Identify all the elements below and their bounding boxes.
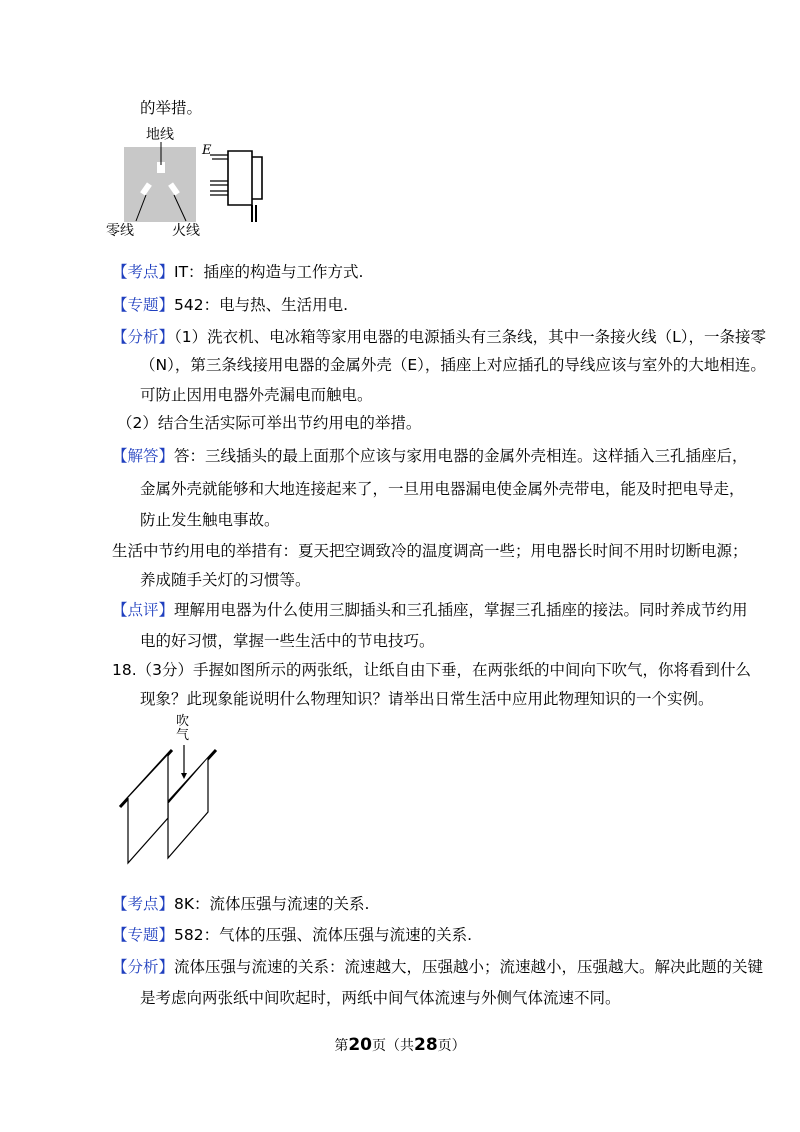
q17-fenxi-line2: （N），第三条线接用电器的金属外壳（E），插座上对应插孔的导线应该与室外的大地相连。: [140, 356, 766, 374]
figure-label-2: 气: [176, 728, 190, 743]
q18-question-line1: 18.（3分）手握如图所示的两张纸，让纸自由下垂，在两张纸的中间向下吹气，你将看到什么: [112, 661, 752, 679]
kaodian-text-q18: 8K：流体压强与流速的关系.: [174, 895, 370, 913]
q18-kaodian: [112, 894, 369, 914]
q17-fenxi-line3: 可防止因用电器外壳漏电而触电。: [140, 386, 373, 404]
socket-figure: [106, 125, 276, 240]
q18-fenxi-line1: [112, 957, 763, 977]
zhuanti-text-q18: 582：气体的压强、流体压强与流速的关系.: [174, 926, 473, 944]
figure-label-1: 吹: [176, 714, 190, 729]
fenxi-tag: 【分析】: [112, 328, 175, 346]
zhuanti-tag-q18: 【专题】: [112, 926, 175, 944]
zhuanti-text: 542：电与热、生活用电.: [174, 296, 349, 314]
paper-figure: [112, 715, 232, 870]
fenxi-line1: （1）洗衣机、电冰箱等家用电器的电源插头有三条线，其中一条接火线（L），一条接零: [174, 328, 767, 346]
q17-fenxi-line4: （2）结合生活实际可举出节约用电的举措。: [117, 414, 422, 432]
paper-sheet-back: [164, 750, 216, 858]
label-neutral: 零线: [106, 223, 134, 239]
footer-middle: 页（共: [372, 1038, 414, 1054]
q17-kaodian: [112, 262, 363, 282]
paper-diagram: [112, 715, 232, 870]
q18-fenxi-line2: 是考虑向两张纸中间吹起时，两纸中间气体流速与外侧气体流速不同。: [140, 989, 621, 1007]
dianping-tag: 【点评】: [112, 601, 175, 619]
q17-jieda-line2: 金属外壳就能够和大地连接起来了，一旦用电器漏电使金属外壳带电，能及时把电导走，: [140, 480, 745, 498]
q17-dianping-line1: [112, 600, 748, 620]
footer-page: 20: [348, 1035, 372, 1055]
label-live: 火线: [172, 223, 200, 239]
footer-suffix: 页）: [437, 1038, 466, 1054]
q17-jieda-line4: 生活中节约用电的举措有：夏天把空调致冷的温度调高一些；用电器长时间不用时切断电源；: [112, 542, 748, 560]
page-footer: [0, 1035, 800, 1055]
q18-zhuanti: [112, 925, 472, 945]
q17-dianping-line2: 电的好习惯，掌握一些生活中的节电技巧。: [140, 632, 435, 650]
q17-fenxi-line1: [112, 327, 766, 347]
kaodian-tag-q18: 【考点】: [112, 895, 175, 913]
airflow-arrowhead: [181, 773, 187, 779]
q17-jieda-line1: [112, 446, 748, 466]
top-line: 的举措。: [140, 99, 203, 117]
label-ground: 地线: [146, 127, 174, 143]
jieda-tag: 【解答】: [112, 447, 175, 465]
kaodian-text: IT：插座的构造与工作方式.: [174, 263, 364, 281]
label-e: E: [202, 143, 212, 158]
fenxi-tag-q18: 【分析】: [112, 958, 175, 976]
paper-sheet-front: [120, 750, 172, 863]
q17-jieda-line5: 养成随手关灯的习惯等。: [140, 571, 311, 589]
dianping-line1: 理解用电器为什么使用三脚插头和三孔插座，掌握三孔插座的接法。同时养成节约用: [174, 601, 748, 619]
jieda-line1: 答：三线插头的最上面那个应该与家用电器的金属外壳相连。这样插入三孔插座后，: [174, 447, 748, 465]
fenxi-line1-q18: 流体压强与流速的关系：流速越大，压强越小；流速越小，压强越大。解决此题的关键: [174, 958, 764, 976]
q18-question-line2: 现象？此现象能说明什么物理知识？请举出日常生活中应用此物理知识的一个实例。: [140, 690, 714, 708]
plug-drawing: [210, 151, 262, 222]
kaodian-tag: 【考点】: [112, 263, 175, 281]
footer-prefix: 第: [334, 1038, 349, 1054]
q17-jieda-line3: 防止发生触电事故。: [140, 511, 280, 529]
footer-total: 28: [414, 1035, 438, 1055]
socket-plate: [124, 147, 196, 222]
zhuanti-tag: 【专题】: [112, 296, 175, 314]
q17-zhuanti: [112, 295, 348, 315]
